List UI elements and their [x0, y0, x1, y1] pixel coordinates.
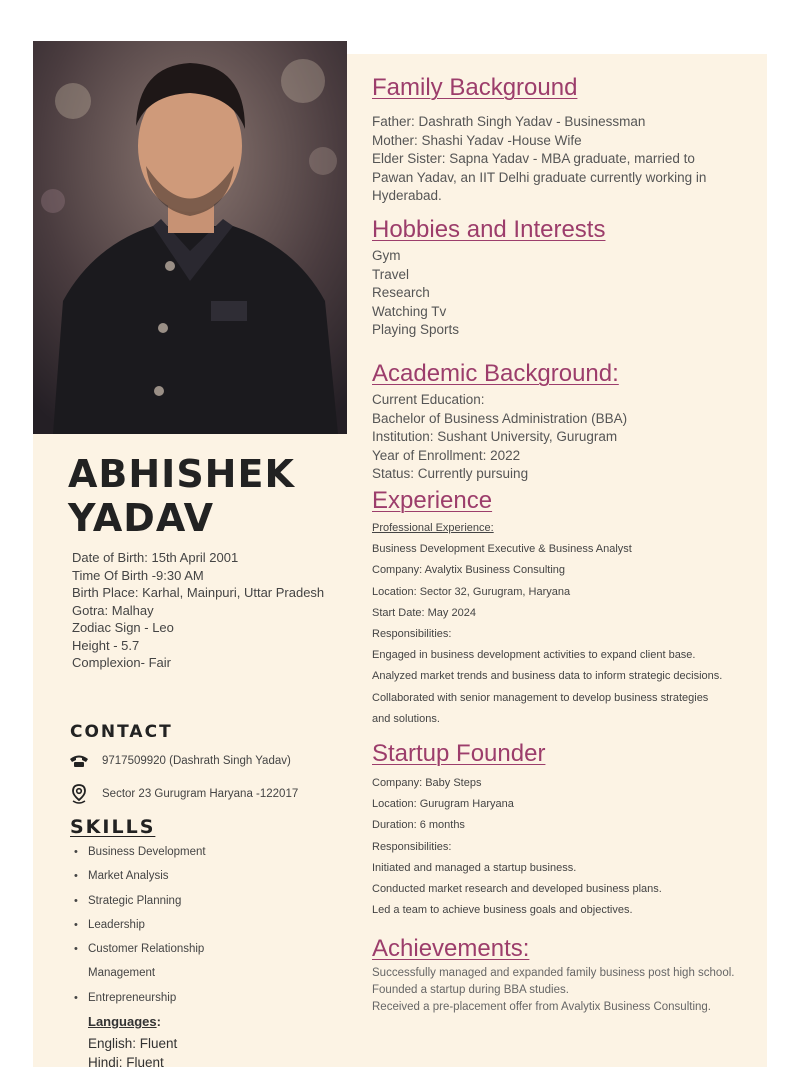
- academic-line: Institution: Sushant University, Gurugram: [372, 429, 618, 444]
- experience-heading: Experience: [372, 487, 493, 514]
- startup-line: Duration: 6 months: [372, 819, 465, 832]
- family-line: Pawan Yadav, an IIT Delhi graduate currently working in: [372, 169, 707, 185]
- personal-line: Complexion- Fair: [72, 655, 171, 670]
- startup-line: Initiated and managed a startup business.: [372, 861, 577, 874]
- startup-line: Conducted market research and developed business plans.: [372, 883, 662, 896]
- list-item: Watching Tv: [372, 303, 447, 319]
- experience-subtitle: Professional Experience:: [372, 522, 494, 534]
- achievement-line: Successfully managed and expanded family business post high school.: [372, 967, 735, 979]
- family-details: [372, 113, 762, 206]
- contact-heading: CONTACT: [70, 722, 173, 742]
- experience-line: Responsibilities:: [372, 628, 452, 641]
- last-name: YADAV: [68, 496, 215, 540]
- personal-line: Birth Place: Karhal, Mainpuri, Uttar Pradesh: [72, 585, 325, 600]
- achievement-line: Founded a startup during BBA studies.: [372, 983, 569, 996]
- list-item: Travel: [372, 266, 410, 282]
- academic-line: Status: Currently pursuing: [372, 466, 529, 481]
- family-line: Mother: Shashi Yadav -House Wife: [372, 132, 582, 148]
- full-name: [68, 452, 295, 540]
- startup-details: [372, 773, 764, 921]
- list-item: Management: [88, 967, 156, 980]
- experience-details: [372, 518, 764, 730]
- experience-line: Location: Sector 32, Gurugram, Haryana: [372, 585, 571, 598]
- list-item: Gym: [372, 248, 401, 263]
- hobbies-heading: Hobbies and Interests: [372, 216, 606, 243]
- academic-line: Year of Enrollment: 2022: [372, 447, 521, 463]
- skills-list: [72, 840, 342, 1010]
- family-line: Elder Sister: Sapna Yadav - MBA graduate, married to: [372, 151, 695, 166]
- list-item: • Business Development: [72, 840, 342, 864]
- list-item: • Strategic Planning: [72, 889, 342, 913]
- contact-phone-row: [68, 750, 343, 772]
- location-pin-icon: [68, 784, 90, 804]
- languages-heading: Languages:: [88, 1014, 161, 1029]
- startup-line: Company: Baby Steps: [372, 777, 482, 789]
- experience-line: Start Date: May 2024: [372, 606, 476, 619]
- list-item: • Customer Relationship: [72, 937, 342, 961]
- contact-address: Sector 23 Gurugram Haryana -122017: [102, 788, 299, 800]
- language-item: Hindi: Fluent: [88, 1055, 164, 1070]
- personal-details: [72, 549, 342, 672]
- list-item: • Leadership: [72, 913, 342, 937]
- personal-line: Height - 5.7: [72, 637, 140, 653]
- list-item: • Market Analysis: [72, 864, 342, 888]
- first-name: ABHISHEK: [68, 452, 295, 496]
- academic-details: [372, 391, 762, 484]
- academic-heading: Academic Background:: [372, 360, 619, 387]
- skills-heading: SKILLS: [70, 816, 156, 838]
- achievements-list: [372, 965, 757, 1015]
- personal-line: Date of Birth: 15th April 2001: [72, 550, 239, 565]
- personal-line: Gotra: Malhay: [72, 602, 154, 618]
- family-heading: Family Background: [372, 74, 578, 101]
- personal-line: Time Of Birth -9:30 AM: [72, 567, 204, 583]
- startup-line: Led a team to achieve business goals and objectives.: [372, 904, 633, 917]
- startup-line: Responsibilities:: [372, 840, 452, 853]
- personal-line: Zodiac Sign - Leo: [72, 620, 174, 635]
- academic-line: Bachelor of Business Administration (BBA): [372, 410, 628, 426]
- profile-photo: [33, 41, 347, 434]
- hobbies-list: [372, 247, 762, 340]
- achievements-heading: Achievements:: [372, 935, 530, 962]
- academic-line: Current Education:: [372, 392, 485, 407]
- experience-line: Collaborated with senior management to develop business strategies: [372, 691, 709, 704]
- startup-line: Location: Gurugram Haryana: [372, 798, 514, 811]
- list-item: Playing Sports: [372, 322, 460, 337]
- achievement-line: Received a pre-placement offer from Avalytix Business Consulting.: [372, 1000, 711, 1013]
- language-item: English: Fluent: [88, 1036, 178, 1051]
- list-item: • Entrepreneurship: [72, 986, 342, 1010]
- experience-line: Company: Avalytix Business Consulting: [372, 564, 566, 577]
- experience-line: Business Development Executive & Business Analyst: [372, 543, 632, 556]
- contact-address-row: [68, 783, 343, 805]
- list-item: Research: [372, 285, 430, 300]
- phone-icon: [68, 751, 90, 771]
- experience-line: Engaged in business development activities to expand client base.: [372, 649, 696, 662]
- top-strip: [347, 41, 767, 54]
- contact-phone: 9717509920 (Dashrath Singh Yadav): [102, 755, 291, 767]
- languages-heading-text: Languages: [88, 1014, 157, 1029]
- startup-heading: Startup Founder: [372, 740, 546, 767]
- family-line: Hyderabad.: [372, 188, 442, 203]
- experience-line: and solutions.: [372, 712, 440, 725]
- experience-line: Analyzed market trends and business data to inform strategic decisions.: [372, 670, 723, 683]
- family-line: Father: Dashrath Singh Yadav - Businessman: [372, 114, 646, 129]
